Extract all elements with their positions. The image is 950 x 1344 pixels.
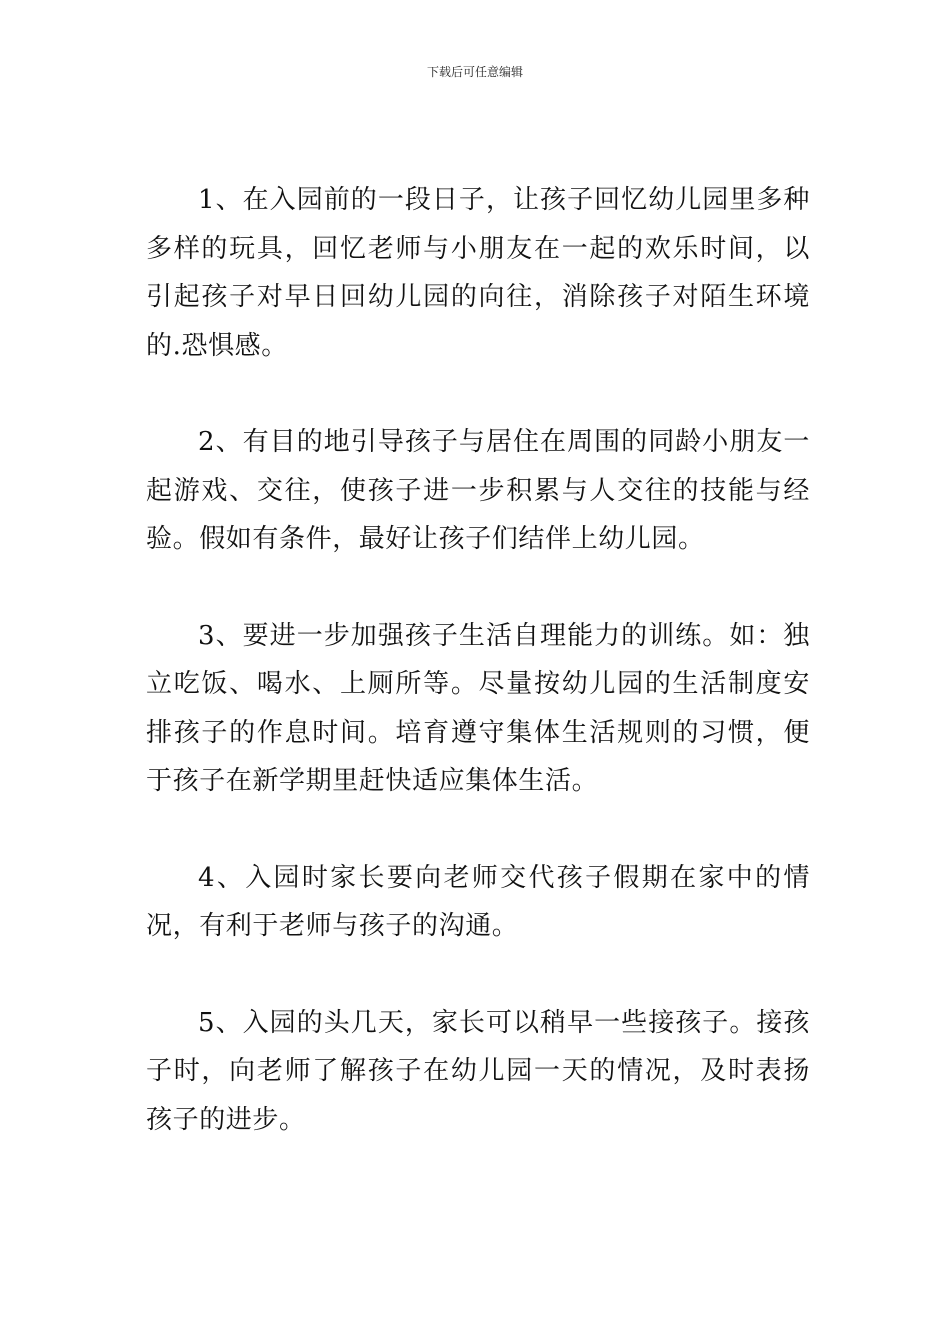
paragraph-4: 4、入园时家长要向老师交代孩子假期在家中的情况，有利于老师与孩子的沟通。	[146, 862, 810, 941]
document-body	[146, 176, 810, 1192]
paragraph-3: 3、要进一步加强孩子生活自理能力的训练。如：独立吃饭、喝水、上厕所等。尽量按幼儿园的生活制度安排孩子的作息时间。培育遵守集体生活规则的习惯，便于孩子在新学期里赶快适应集体生活。	[146, 620, 810, 796]
paragraph-2: 2、有目的地引导孩子与居住在周围的同龄小朋友一起游戏、交往，使孩子进一步积累与人交往的技能与经验。假如有条件，最好让孩子们结伴上幼儿园。	[146, 427, 810, 554]
paragraph-5: 5、入园的头几天，家长可以稍早一些接孩子。接孩子时，向老师了解孩子在幼儿园一天的情况，及时表扬孩子的进步。	[146, 1007, 810, 1135]
page-header: 下载后可任意编辑	[426, 65, 523, 79]
paragraph-1: 1、在入园前的一段日子，让孩子回忆幼儿园里多种多样的玩具，回忆老师与小朋友在一起的欢乐时间，以引起孩子对早日回幼儿园的向往，消除孩子对陌生环境的.恐惧感。	[146, 185, 810, 361]
